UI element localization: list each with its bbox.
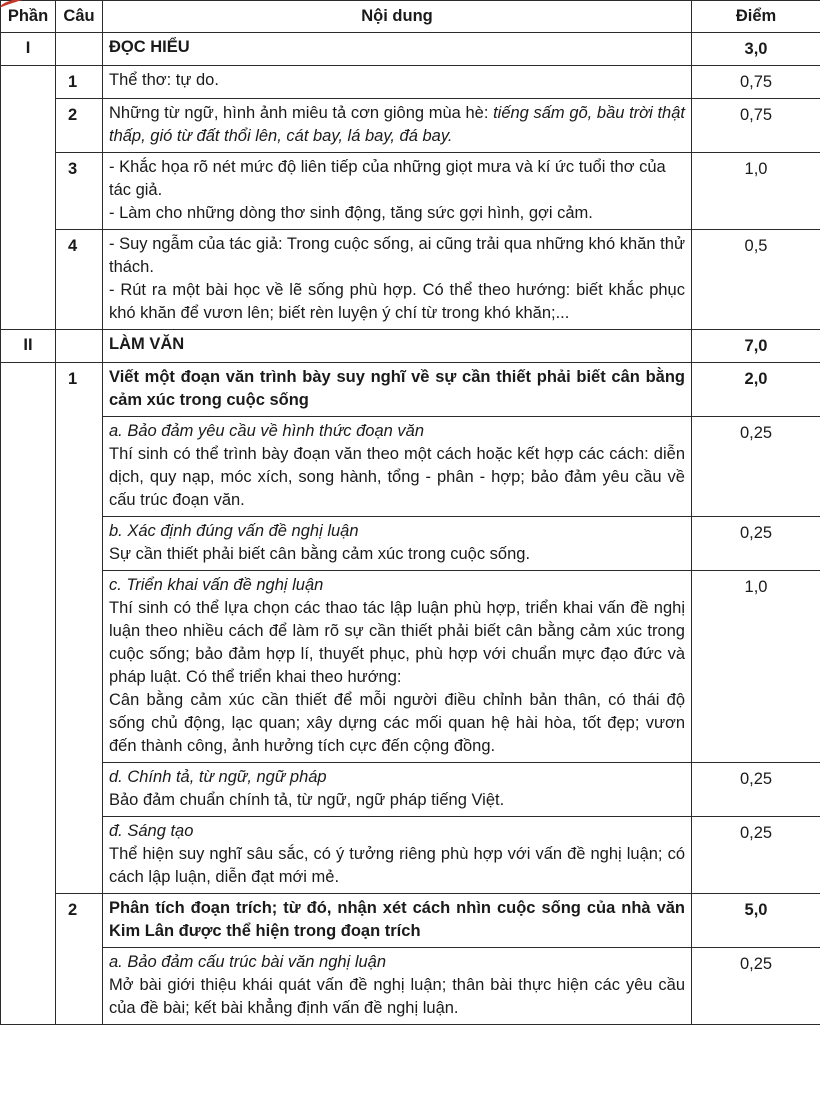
- part-2-q1-b-score: 0,25: [692, 517, 820, 571]
- part-2-q1-c-title: c. Triển khai vấn đề nghị luận: [109, 576, 324, 594]
- part-2-q1-c-row: [1, 571, 820, 763]
- part-1-title: ĐỌC HIỂU: [103, 33, 692, 66]
- part-2-row: [1, 330, 820, 363]
- part-2-q1-e-text: Thể hiện suy nghĩ sâu sắc, có ý tưởng riêng phù hợp với vấn đề nghị luận; có cách lập luận, diễn đạt mới mẻ.: [109, 845, 685, 886]
- part-2-q1-a-score: 0,25: [692, 417, 820, 517]
- part-1-q1-text: Thể thơ: tự do.: [103, 66, 692, 99]
- part-2-q2-a-score: 0,25: [692, 948, 820, 1025]
- header-cau: Câu: [56, 1, 103, 33]
- part-1-q4-score: 0,5: [692, 230, 820, 330]
- part-1-q2-num: 2: [56, 99, 103, 153]
- part-2-title: LÀM VĂN: [103, 330, 692, 363]
- part-2-q2-a-text: Mở bài giới thiệu khái quát vấn đề nghị luận; thân bài thực hiện các yêu cầu của đề bài; kết bài khẳng định vấn đề nghị luận.: [109, 976, 685, 1017]
- part-1-score: 3,0: [692, 33, 820, 66]
- part-1-cau-empty: [56, 33, 103, 66]
- part-1-q2-content: [103, 99, 692, 153]
- part-1-q3-line2: - Làm cho những dòng thơ sinh động, tăng sức gợi hình, gợi cảm.: [109, 204, 593, 222]
- part-2-q1-b-content: [103, 517, 692, 571]
- part-1-label: I: [1, 33, 56, 66]
- part-2-q1-e-score: 0,25: [692, 817, 820, 894]
- part-2-q2-a-row: [1, 948, 820, 1025]
- part-2-q2-score: 5,0: [692, 894, 820, 948]
- part-1-q3-score: 1,0: [692, 153, 820, 230]
- part-2-q1-d-text: Bảo đảm chuẩn chính tả, từ ngữ, ngữ pháp tiếng Việt.: [109, 791, 505, 809]
- part-2-label: II: [1, 330, 56, 363]
- part-1-q4-row: [1, 230, 820, 330]
- part-2-q2-num: 2: [56, 894, 103, 1025]
- part-2-q1-e-row: [1, 817, 820, 894]
- part-1-q2-lead: Những từ ngữ, hình ảnh miêu tả cơn giông mùa hè:: [109, 104, 494, 122]
- part-2-q1-c-text2: Cân bằng cảm xúc cần thiết để mỗi người điều chỉnh bản thân, có thái độ sống chủ động, lạc quan; xây dựng các mối quan hệ hài hòa, tốt đẹp; vươn đến thành công, ảnh hưởng tích cực đến cộng đồng.: [109, 691, 685, 755]
- part-2-q1-e-title: đ. Sáng tạo: [109, 822, 194, 840]
- part-1-q1-row: [1, 66, 820, 99]
- part-1-q2-italic: tiếng sấm gõ, bầu trời thật thấp, gió từ đất thổi lên, cát bay, lá bay, đá bay.: [109, 104, 685, 145]
- part-2-q1-b-text: Sự cần thiết phải biết cân bằng cảm xúc trong cuộc sống.: [109, 545, 531, 563]
- part-1-q4-num: 4: [56, 230, 103, 330]
- part-1-q4-line1: - Suy ngẫm của tác giả: Trong cuộc sống, ai cũng trải qua những khó khăn thử thách.: [109, 235, 685, 276]
- part-2-q2-title: Phân tích đoạn trích; từ đó, nhận xét cách nhìn cuộc sống của nhà văn Kim Lân được thể hiện trong đoạn trích: [103, 894, 692, 948]
- part-2-q1-d-content: [103, 763, 692, 817]
- part-1-q3-content: [103, 153, 692, 230]
- part-2-q1-b-title: b. Xác định đúng vấn đề nghị luận: [109, 522, 359, 540]
- part-2-q1-a-content: [103, 417, 692, 517]
- part-2-q1-e-content: [103, 817, 692, 894]
- part-1-q1-num: 1: [56, 66, 103, 99]
- part-2-score: 7,0: [692, 330, 820, 363]
- part-2-q1-a-title: a. Bảo đảm yêu cầu về hình thức đoạn văn: [109, 422, 424, 440]
- part-2-q1-a-text: Thí sinh có thể trình bày đoạn văn theo một cách hoặc kết hợp các cách: diễn dịch, quy nạp, móc xích, song hành, tổng - phân - hợp; bảo đảm yêu cầu về cấu trúc đoạn văn.: [109, 445, 685, 509]
- part-2-q1-d-row: [1, 763, 820, 817]
- part-1-q2-score: 0,75: [692, 99, 820, 153]
- part-2-q1-title-row: [1, 363, 820, 417]
- part-2-q2-title-row: [1, 894, 820, 948]
- part-1-q4-content: [103, 230, 692, 330]
- header-noi-dung: Nội dung: [103, 1, 692, 33]
- part-1-row: [1, 33, 820, 66]
- part-2-phan-span: [1, 363, 56, 1025]
- part-1-q3-row: [1, 153, 820, 230]
- part-2-cau-empty: [56, 330, 103, 363]
- part-2-q1-d-title: d. Chính tả, từ ngữ, ngữ pháp: [109, 768, 327, 786]
- part-2-q1-c-content: [103, 571, 692, 763]
- part-1-phan-span: [1, 66, 56, 330]
- header-phan: Phần: [1, 1, 56, 33]
- part-2-q1-num: 1: [56, 363, 103, 894]
- part-2-q1-a-row: [1, 417, 820, 517]
- part-2-q2-a-title: a. Bảo đảm cấu trúc bài văn nghị luận: [109, 953, 387, 971]
- part-1-q3-num: 3: [56, 153, 103, 230]
- part-1-q3-line1: - Khắc họa rõ nét mức độ liên tiếp của những giọt mưa và kí ức tuổi thơ của tác giả.: [109, 158, 666, 199]
- part-2-q1-b-row: [1, 517, 820, 571]
- part-2-q1-c-score: 1,0: [692, 571, 820, 763]
- part-1-q4-line2: - Rút ra một bài học về lẽ sống phù hợp. Có thể theo hướng: biết khắc phục khó khăn để vươn lên; biết rèn luyện ý chí từ trong khó khăn;...: [109, 281, 685, 322]
- part-1-q2-row: [1, 99, 820, 153]
- part-2-q1-d-score: 0,25: [692, 763, 820, 817]
- part-2-q1-score: 2,0: [692, 363, 820, 417]
- part-2-q1-c-text1: Thí sinh có thể lựa chọn các thao tác lập luận phù hợp, triển khai vấn đề nghị luận theo nhiều cách để làm rõ sự cần thiết phải biết cân bằng cảm xúc trong cuộc sống; bảo đảm hợp lí, thuyết phục, phù hợp với chuẩn mực đạo đức và pháp luật. Có thể triển khai theo hướng:: [109, 599, 685, 686]
- part-1-q1-score: 0,75: [692, 66, 820, 99]
- part-2-q1-title: Viết một đoạn văn trình bày suy nghĩ về sự cần thiết phải biết cân bằng cảm xúc trong cuộc sống: [103, 363, 692, 417]
- header-diem: Điểm: [692, 1, 820, 33]
- part-2-q2-a-content: [103, 948, 692, 1025]
- table-header-row: [1, 1, 820, 33]
